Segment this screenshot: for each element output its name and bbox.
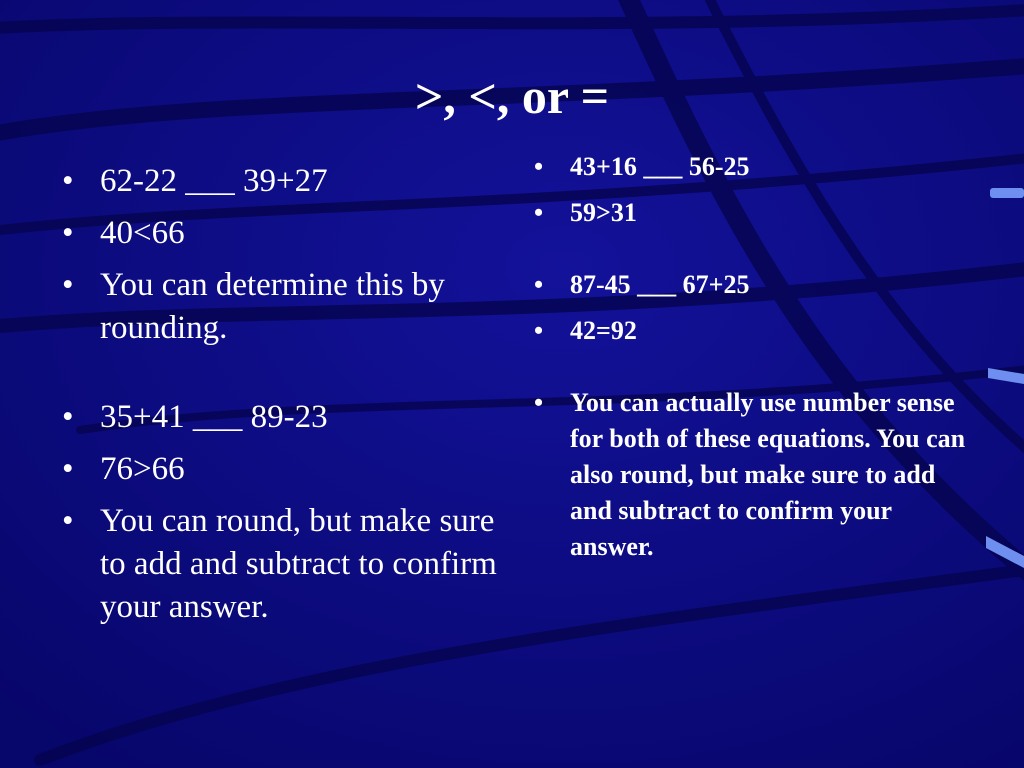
list-item-text: 43+16 ___ 56-25	[570, 152, 750, 181]
bullet-icon: •	[534, 198, 544, 227]
list-item	[532, 313, 972, 349]
slide-title: >, <, or =	[414, 68, 610, 124]
right-bullet-list	[532, 149, 972, 575]
list-item-text: You can round, but make sure to add and subtract to confirm your answer.	[100, 503, 497, 625]
bullet-icon: •	[62, 163, 74, 199]
left-bullet-list	[60, 160, 500, 638]
list-item-text: 62-22 ___ 39+27	[100, 163, 328, 199]
bullet-icon: •	[534, 388, 544, 417]
list-item	[532, 267, 972, 303]
bullet-icon: •	[534, 152, 544, 181]
bullet-icon: •	[534, 270, 544, 299]
list-item-text: 35+41 ___ 89-23	[100, 399, 328, 435]
list-item	[60, 448, 500, 491]
bullet-icon: •	[62, 267, 74, 303]
list-item	[60, 212, 500, 255]
list-item-text: You can determine this by rounding.	[100, 267, 445, 346]
list-item	[60, 500, 500, 629]
list-item	[532, 195, 972, 231]
bullet-icon: •	[534, 316, 544, 345]
list-item	[532, 385, 972, 565]
list-item	[60, 264, 500, 350]
list-item	[60, 160, 500, 203]
list-item-text: 40<66	[100, 215, 185, 251]
bullet-icon: •	[62, 503, 74, 539]
list-item-text: 76>66	[100, 451, 185, 487]
list-item-text: You can actually use number sense for both of these equations. You can also round, but make sure to add and subtract to confirm your answer.	[570, 388, 966, 561]
bullet-icon: •	[62, 399, 74, 435]
list-item-text: 59>31	[570, 198, 637, 227]
bullet-icon: •	[62, 215, 74, 251]
list-item	[532, 149, 972, 185]
list-item-text: 42=92	[570, 316, 637, 345]
list-item-text: 87-45 ___ 67+25	[570, 270, 750, 299]
bullet-icon: •	[62, 451, 74, 487]
list-item	[60, 396, 500, 439]
